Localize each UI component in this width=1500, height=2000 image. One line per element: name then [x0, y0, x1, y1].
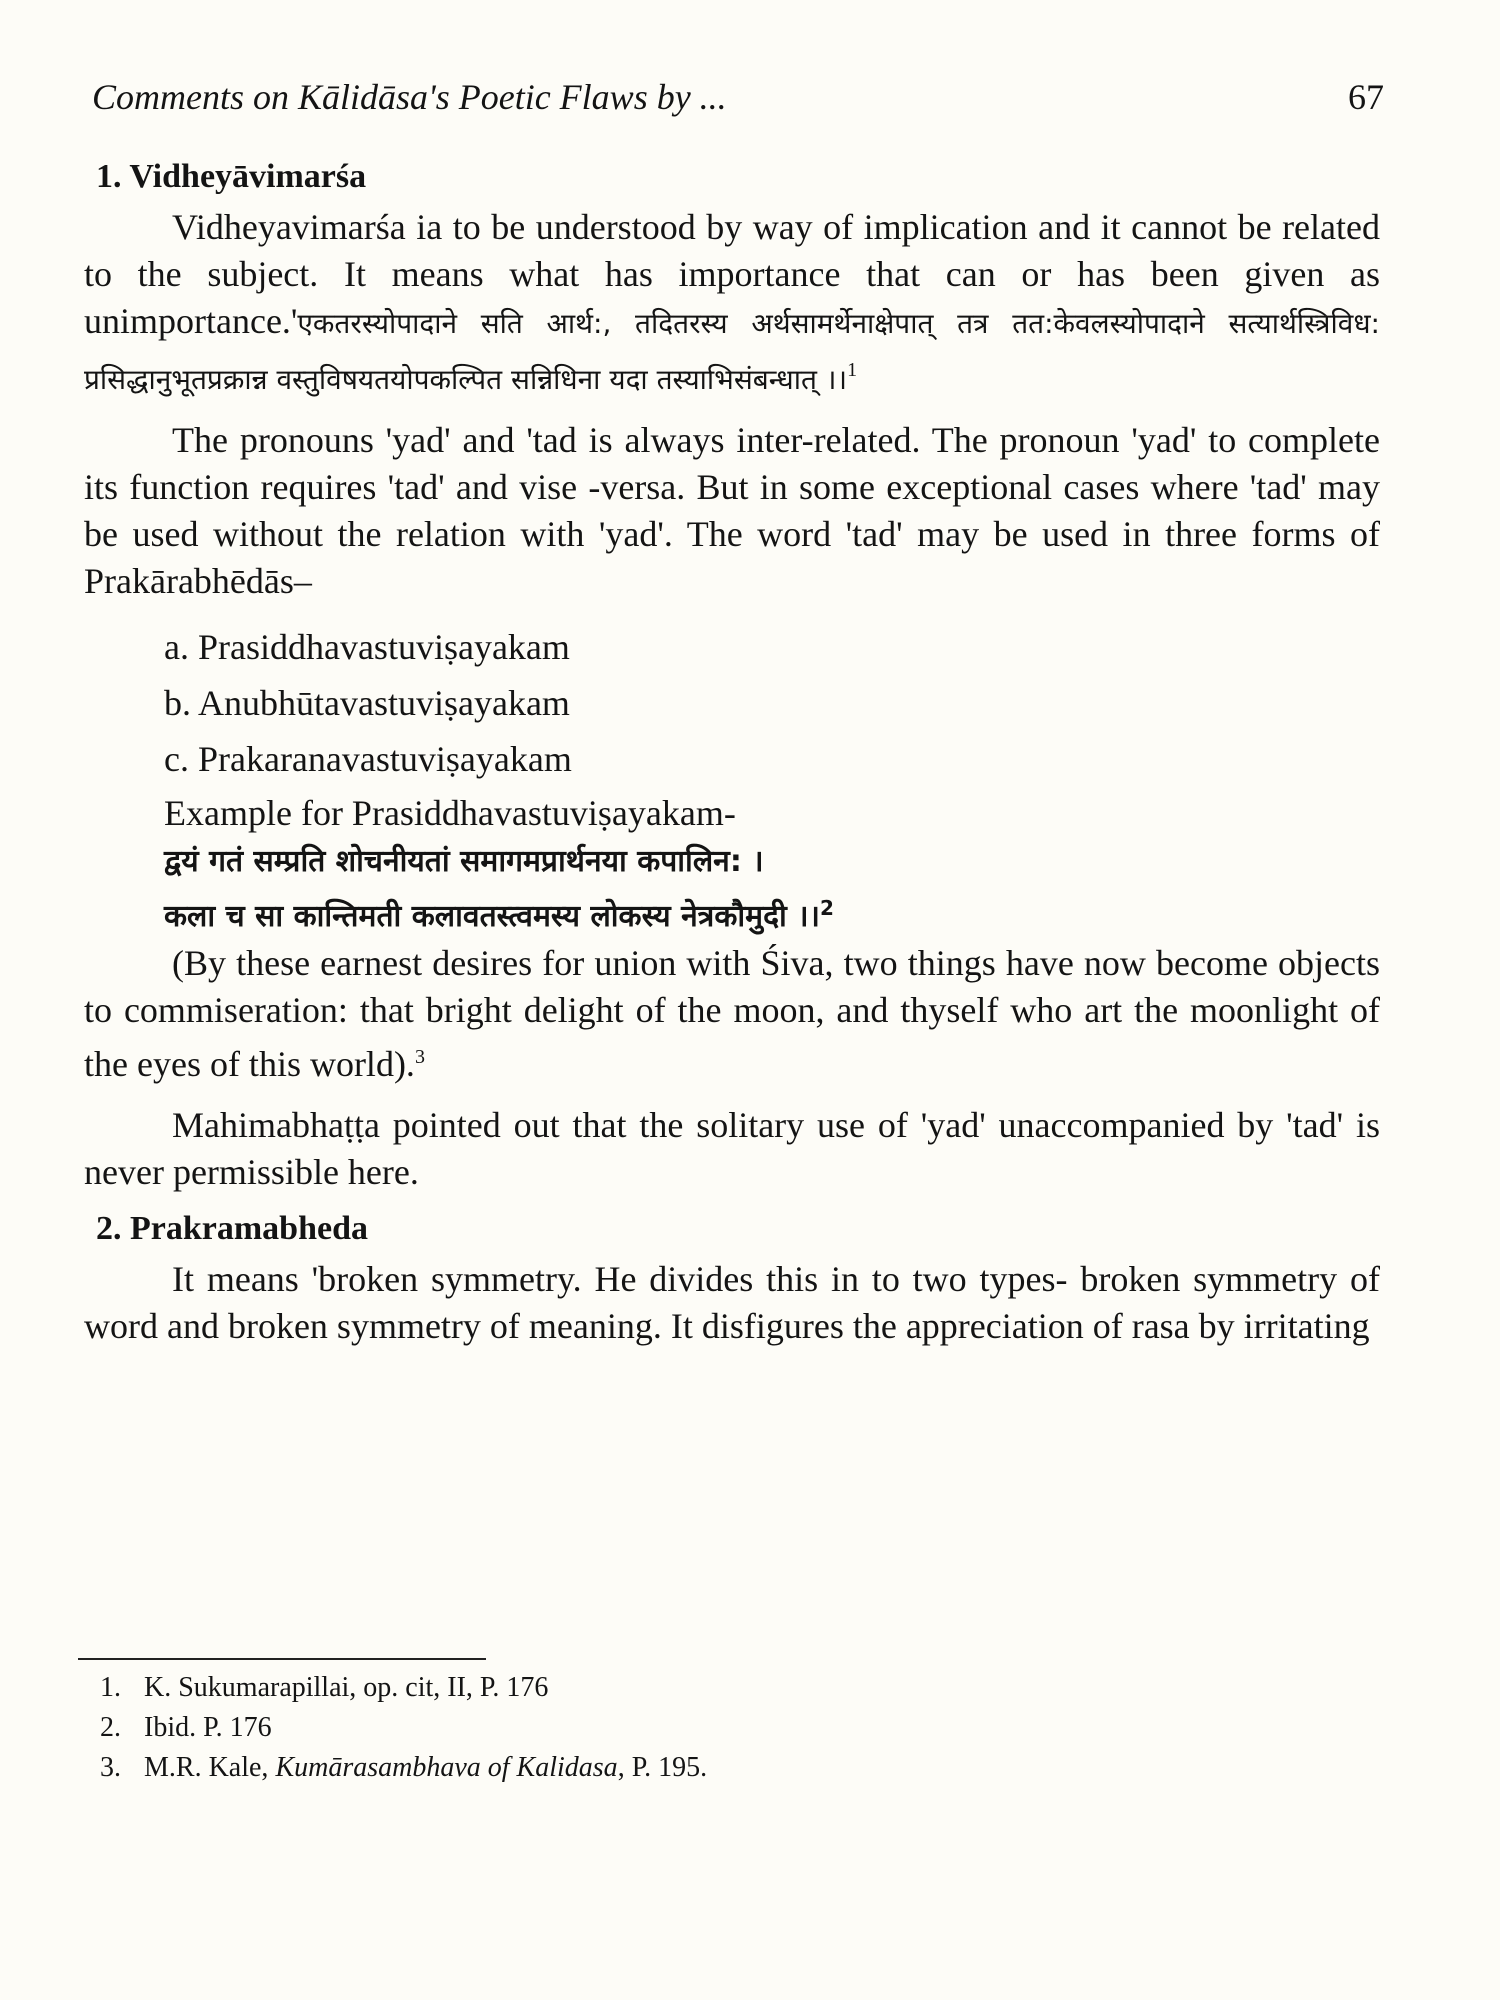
page-body [84, 158, 1380, 1364]
paragraph-definition [84, 204, 1380, 403]
footnote-book-title: Kumārasambhava of Kalidasa [275, 1752, 618, 1783]
paragraph-prakramabheda: It means 'broken symmetry. He divides this in to two types- broken symmetry of word and broken symmetry of meaning. It disfigures the appreciation of rasa by irritating [84, 1259, 1380, 1346]
running-title: Comments on Kālidāsa's Poetic Flaws by ... [92, 77, 727, 117]
list-item: c. Prakaranavastuviṣayakam [164, 739, 572, 779]
footnote-item [100, 1668, 707, 1708]
footnote-text [144, 1748, 707, 1788]
page-number: 67 [1348, 77, 1384, 117]
definition-english: Vidheyavimarśa ia to be understood by way of implication and it cannot be related to the subject. It means what has importance that can or has been given as unimportance.' [84, 207, 1380, 341]
footnote-divider [78, 1658, 486, 1660]
verse-line-2-text: कला च सा कान्तिमती कलावतस्त्वमस्य लोकस्य नेत्रकौमुदी ।। [164, 899, 820, 934]
footnote-ref-2: 2 [819, 896, 834, 920]
paragraph-pronouns: The pronouns 'yad' and 'tad is always inter-related. The pronoun 'yad' to complete its function requires 'tad' and vise -versa. But in some exceptional cases where 'tad' may be used without the relation with 'yad'. The word 'tad' may be used in three forms of Prakārabhēdās– [84, 420, 1380, 601]
footnote-ref-3: 3 [414, 1046, 425, 1068]
list-item: b. Anubhūtavastuviṣayakam [164, 683, 570, 723]
footnote-number: 1. [100, 1672, 121, 1703]
definition-sanskrit: एकतरस्योपादाने सति आर्थ:, तदितरस्य अर्थसामर्थेनाक्षेपात् तत्र तत:केवलस्योपादाने सत्यार्थस्त्रिविध: प्रसिद्धानुभूतप्रक्रान्न वस्तुविषयतयोपकल्पित सन्निधिना यदा तस्याभिसंबन्धात् ।। [84, 307, 1380, 396]
footnote-item [100, 1748, 707, 1788]
prakara-list [84, 619, 1380, 787]
footnote-text: K. Sukumarapillai, op. cit, II, P. 176 [144, 1672, 549, 1703]
verse-line-1: द्वयं गतं सम्प्रति शोचनीयतां समागमप्रार्थनया कपालिन: । [164, 844, 764, 879]
verse-line-2 [164, 885, 1380, 940]
section-heading-vidheyavimarsa: 1. Vidheyāvimarśa [96, 158, 367, 195]
footnotes [100, 1668, 707, 1788]
footnote-number: 3. [100, 1752, 121, 1783]
paragraph-mahimabhatta: Mahimabhaṭṭa pointed out that the solitary use of 'yad' unaccompanied by 'tad' is never permissible here. [84, 1105, 1380, 1192]
footnote-author: M.R. Kale, [144, 1752, 269, 1783]
footnote-item [100, 1708, 707, 1748]
footnote-text: Ibid. P. 176 [144, 1712, 272, 1743]
list-item: a. Prasiddhavastuviṣayakam [164, 627, 570, 667]
footnote-page: , P. 195. [617, 1752, 708, 1783]
example-label: Example for Prasiddhavastuviṣayakam- [164, 793, 736, 833]
page-header [92, 76, 1384, 126]
paragraph-translation [84, 940, 1380, 1088]
translation-text: (By these earnest desires for union with Śiva, two things have now become objects to commiseration: that bright delight of the moon, and thyself who art the moonlight of the eyes of this world). [84, 943, 1380, 1084]
footnote-number: 2. [100, 1712, 121, 1743]
section-heading-prakramabheda: 2. Prakramabheda [96, 1210, 368, 1247]
footnote-ref-1: 1 [847, 359, 858, 381]
